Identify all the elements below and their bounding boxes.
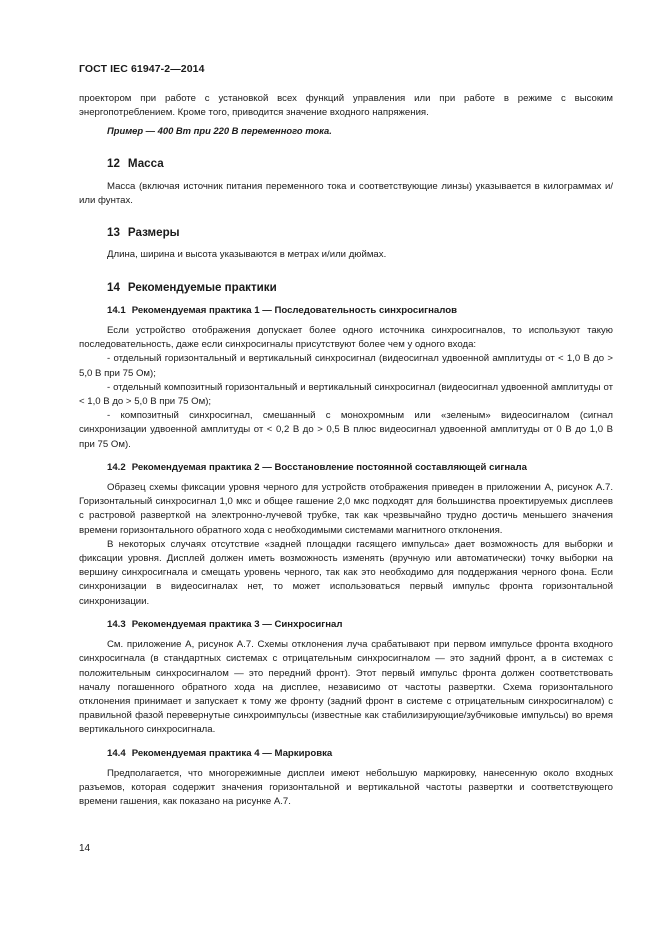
section-14-number: 14 [107,280,120,294]
subsection-14-2-text-2: В некоторых случаях отсутствие «задней площадки гасящего импульса» дает возможность для выборки и фиксации уровня. Дисплей должен иметь возможность изменять (вручную или автоматически) точку выборки на вершину синхросигнала и смещать уровень черного, так как это необходимо для поддержания черного фона. Если синхронизации в видеосигналах нет, то может использоваться первый импульс фронта горизонтальной синхронизации. [79,538,613,607]
section-14-heading [79,281,613,295]
subsection-14-3-title: Рекомендуемая практика 3 — Синхросигнал [131,618,343,630]
section-12-title: Масса [127,156,164,170]
page-content [79,92,613,809]
section-12-text: Масса (включая источник питания переменного тока и соответствующие линзы) указывается в килограммах и/или фунтах. [79,180,613,207]
subsection-14-2-text-1: Образец схемы фиксации уровня черного для устройств отображения приведен в приложении А, рисунок А.7. Горизонтальный синхросигнал 1,0 мкс и общее гашение 2,0 мкс подходят для большинства проектируемых дисплеев с растровой разверткой на электронно-лучевой трубке, так как чрезвычайно трудно достичь меньшего значения времени горизонтального обратного хода с необходимыми системами магнитного отклонения. [79,482,613,536]
subsection-14-4-title: Рекомендуемая практика 4 — Маркировка [131,747,333,759]
subsection-14-1-heading [79,304,613,318]
subsection-14-2-number: 14.2 [107,461,126,473]
section-13-heading [79,226,613,240]
section-13-text: Длина, ширина и высота указываются в метрах и/или дюймах. [107,249,387,261]
section-12-heading [79,157,613,171]
page-number: 14 [79,843,91,854]
section-12-number: 12 [107,156,120,170]
subsection-14-3-number: 14.3 [107,618,126,630]
list-item: - композитный синхросигнал, смешанный с монохромным или «зеленым» видеосигналом (сигнал синхронизации удвоенной амплитуды от < 0,2 В до > 0,5 В плюс видеосигнал удвоенной амплитуды от 0 В до 1,0 В при 75 Ом). [79,410,613,450]
example-note: Пример — 400 Вт при 220 В переменного тока. [107,125,332,137]
subsection-14-1-title: Рекомендуемая практика 1 — Последовательность синхросигналов [131,304,457,316]
subsection-14-1-text: Если устройство отображения допускает более одного источника синхросигналов, то используют такую последовательность, даже если синхросигналы присутствуют более чем у одного входа: [79,325,613,351]
section-13-number: 13 [107,226,120,240]
subsection-14-2-title: Рекомендуемая практика 2 — Восстановление постоянной составляющей сигнала [131,461,527,473]
intro-paragraph: проектором при работе с установкой всех функций управления или при работе в режиме с высоким энергопотреблением. Кроме того, приводится значение входного напряжения. [79,93,613,119]
subsection-14-2-heading [79,461,613,475]
subsection-14-4-heading [79,747,613,761]
subsection-14-4-text: Предполагается, что многорежимные дисплеи имеют небольшую маркировку, нанесенную около входных разъемов, которая содержит значения горизонтальной и вертикальной частоты развертки и соответствующего времени гашения, как показано на рисунке А.7. [79,767,613,808]
list-item: - отдельный горизонтальный и вертикальный синхросигнал (видеосигнал удвоенной амплитуды от < 1,0 В до > 5,0 В при 75 Ом); [79,353,613,379]
section-14-title: Рекомендуемые практики [127,280,277,294]
subsection-14-1-number: 14.1 [107,304,126,316]
subsection-14-3-heading [79,618,613,632]
document-header: ГОСТ IEC 61947-2—2014 [79,63,205,75]
list-item: - отдельный композитный горизонтальный и вертикальный синхросигнал (видеосигнал удвоенной амплитуды от < 1,0 В до > 5,0 В при 75 Ом); [79,381,613,408]
subsection-14-4-number: 14.4 [107,747,126,759]
section-13-title: Размеры [127,226,180,240]
subsection-14-3-text: См. приложение А, рисунок А.7. Схемы отклонения луча срабатывают при первом импульсе фронта входного синхросигнала (в стандартных системах с отрицательным синхросигналом — это задний фронт, а в системах с положительным синхросигналом — это передний фронт). Этот первый импульс фронта должен соответствовать началу погашенного обратного хода на дисплее, независимо от частоты развертки. Схема горизонтального отклонения принимает и запускает к тому же фронту (задний фронт в системе с отрицательным синхросигналом) с правильной фазой перевернутые синхроимпульсы (известные как стабилизирующие/зубчиковые импульсы) во время вертикального синхросигнала. [79,639,613,736]
